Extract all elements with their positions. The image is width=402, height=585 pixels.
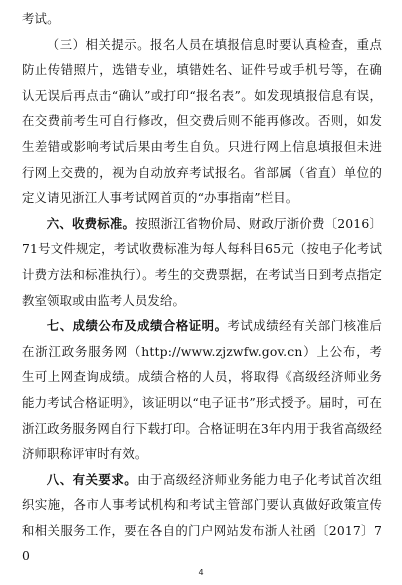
paragraph-text: 考试成绩经有关部门核准后在浙江政务服务网（http://www.zjzwfw.gov.cn）上公布，考生可上网查询成绩。成绩合格的人员，将取得《高级经济师业务能力考试合格证明》，该证明以“电子证书”形式授予。届时，可在浙江政务服务网自行下载打印。合格证明在3年内用于我省高级经济师职称评审时有效。 bbox=[22, 318, 382, 462]
paragraph-text: 由于高级经济师业务能力电子化考试首次组织实施，各市人事考试机构和考试主管部门要认真做好政策宣传和相关服务工作，要在各自的门户网站发布浙人社函〔2017〕70 bbox=[22, 471, 382, 564]
section-heading-score: 七、成绩公布及成绩合格证明。 bbox=[46, 318, 228, 334]
paragraph-exam-end bbox=[22, 6, 382, 32]
paragraph-text: 按照浙江省物价局、财政厅浙价费〔2016〕71号文件规定，考试收费标准为每人每科目65元（按电子化考试计费方法和标准执行）。考生的交费票据，在考试当日到考点指定教室领取或由监考人员发给。 bbox=[22, 215, 382, 308]
page-number: 4 bbox=[198, 568, 204, 577]
section-heading-fee: 六、收费标准。 bbox=[46, 215, 136, 231]
section-heading-requirements: 八、有关要求。 bbox=[46, 471, 138, 487]
paragraph-fee-standard bbox=[22, 211, 382, 313]
paragraph-score-release bbox=[22, 313, 382, 467]
paragraph-related-tips bbox=[22, 32, 382, 211]
document-body bbox=[22, 6, 382, 569]
paragraph-text: 考试。 bbox=[22, 11, 60, 26]
paragraph-text: （三）相关提示。报名人员在填报信息时要认真检查，重点防止传错照片，选错专业，填错姓名、证件号或手机号等，在确认无误后再点击“确认”或打印“报名表”。如发现填报信息有误，在交费前考生可自行修改，但交费后则不能再修改。否则，如发生差错或影响考试后果由考生自负。只进行网上信息填报但未进行网上交费的，视为自动放弃考试报名。省部属（省直）单位的定义请见浙江人事考试网首页的“办事指南”栏目。 bbox=[22, 36, 382, 206]
paragraph-requirements bbox=[22, 467, 382, 569]
